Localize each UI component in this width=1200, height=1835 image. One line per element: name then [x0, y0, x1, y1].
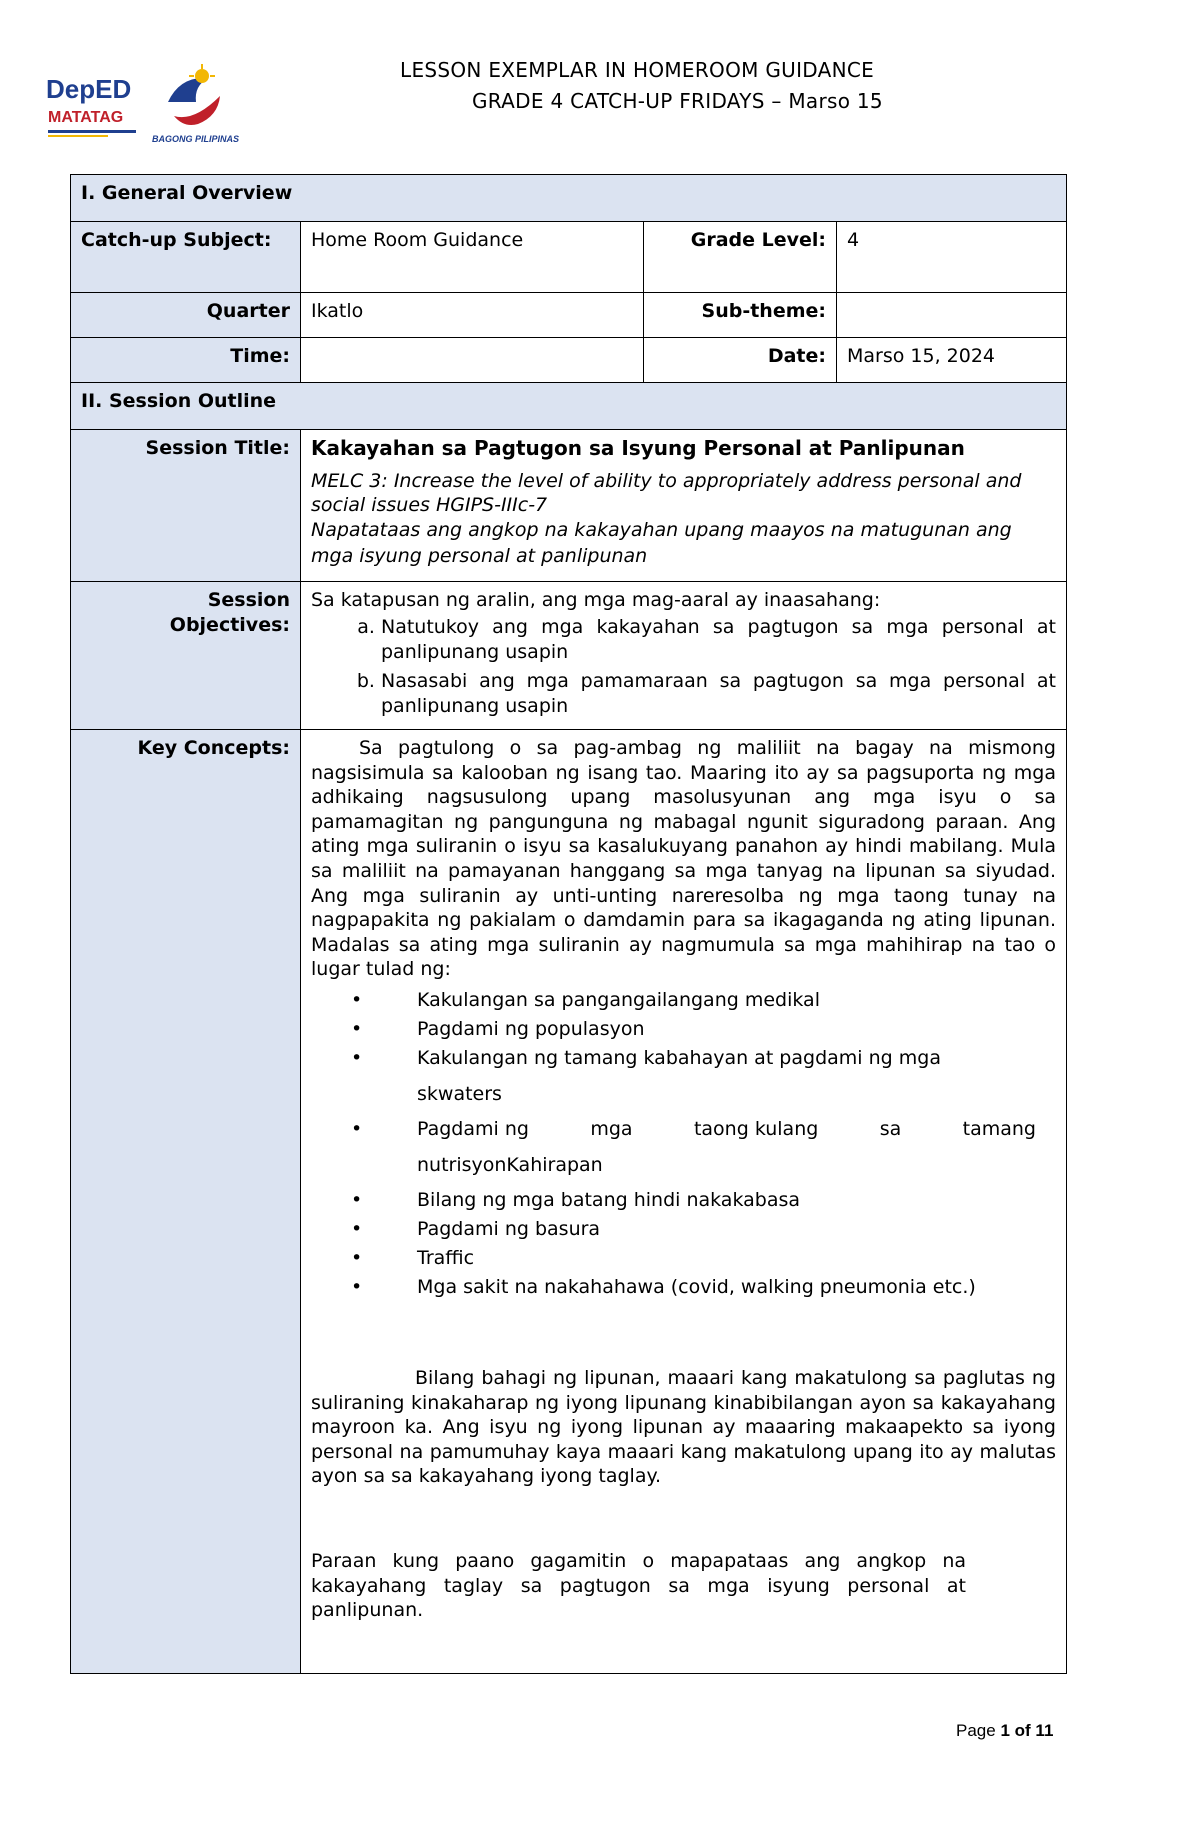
quarter-value: Ikatlo	[301, 293, 644, 338]
bullet-text: Kakulangan sa pangangailangang medikal	[417, 988, 820, 1011]
list-item	[311, 986, 1056, 1015]
session-title-label: Session Title:	[71, 430, 301, 582]
subject-value: Home Room Guidance	[301, 222, 644, 293]
objective-item: b. Nasasabi ang mga pamamaraan sa pagtugon sa mga personal at panlipunang usapin	[381, 669, 1056, 719]
deped-logo-text: DepED	[46, 74, 132, 104]
document-title: LESSON EXEMPLAR IN HOMEROOM GUIDANCE	[400, 58, 875, 82]
document-subtitle: GRADE 4 CATCH-UP FRIDAYS – Marso 15	[472, 89, 883, 113]
general-overview-heading: I. General Overview	[71, 175, 1067, 222]
melc-filipino: Napatataas ang angkop na kakayahan upang maayos na matugunan ang mga isyung personal at panlipunan	[311, 519, 1012, 567]
bullet-text: nutrisyonKahirapan	[417, 1153, 603, 1176]
session-outline-heading: II. Session Outline	[71, 383, 1067, 430]
bullet-icon: •	[351, 1246, 363, 1269]
subtheme-label: Sub-theme:	[644, 293, 837, 338]
time-label: Time:	[71, 338, 301, 383]
list-item	[311, 1015, 1056, 1044]
lesson-table	[70, 174, 1067, 1674]
list-item-continuation	[311, 1144, 1056, 1186]
list-item	[311, 1244, 1056, 1273]
bullet-icon: •	[351, 1188, 363, 1211]
objectives-intro: Sa katapusan ng aralin, ang mga mag-aaral ay inaasahang:	[311, 589, 881, 611]
concepts-paragraph-1: Sa pagtulong o sa pag-ambag ng maliliit na bagay na mismong nagsisimula sa kalooban ng isang tao. Maaring ito ay sa pagsuporta ng mga adhikaing nagsusulong upang masolusyunan ang mga isyu o sa pamamagitan ng pangunguna ng mabagal ngunit siguradong paraan. Ang ating mga suliranin o isyu sa kasalukuyang panahon ay hindi mabilang. Mula sa maliliit na pamayanan hanggang sa mga tanyag na lipunan sa siyudad. Ang mga suliranin ay unti-unting nareresolba ng mga taong tunay na nagpapakita ng pakialam o damdamin para sa ikagaganda ng ating lipunan. Madalas sa ating mga suliranin ay nagmumula sa mga mahihirap na tao o lugar tulad ng:	[311, 737, 1056, 981]
concepts-paragraph-2: Bilang bahagi ng lipunan, maaari kang makatulong sa paglutas ng suliraning kinakaharap ng iyong lipunang kinabibilangan ayon sa kakayahang mayroon ka. Ang isyu ng iyong lipunan ay maaaring makaapekto sa iyong personal na pamumuhay kaya maaari kang makatulong upang ito ay malutas ayon sa sa kakayahang iyong taglay.	[311, 1366, 1056, 1488]
issues-bullet-list	[311, 986, 1056, 1302]
bullet-icon: •	[351, 1275, 363, 1298]
date-label: Date:	[644, 338, 837, 383]
bullet-text: sa	[879, 1117, 902, 1140]
list-item	[311, 1215, 1056, 1244]
list-item-continuation	[311, 1073, 1056, 1115]
bullet-text: Pagdami ng	[417, 1117, 529, 1140]
key-concepts-cell	[301, 730, 1067, 1674]
list-item	[311, 1186, 1056, 1215]
session-objectives-cell	[301, 582, 1067, 730]
time-value	[301, 338, 644, 383]
objectives-list	[311, 615, 1056, 719]
page-word: Page	[956, 1721, 996, 1740]
grade-label: Grade Level:	[644, 222, 837, 293]
bullet-text: Bilang ng mga batang hindi nakakabasa	[417, 1188, 801, 1211]
bullet-text: mga	[590, 1117, 633, 1140]
quarter-row	[71, 293, 1067, 338]
bullet-icon: •	[351, 1046, 363, 1069]
subject-row	[71, 222, 1067, 293]
session-title-value: Kakayahan sa Pagtugon sa Isyung Personal at Panlipunan	[311, 436, 965, 460]
bullet-text: Pagdami ng basura	[417, 1217, 601, 1240]
session-outline-row	[71, 383, 1067, 430]
list-item	[311, 1273, 1056, 1302]
page-current: 1	[1000, 1721, 1010, 1740]
objective-item: a. Natutukoy ang mga kakayahan sa pagtugon sa mga personal at panlipunang usapin	[381, 615, 1056, 665]
list-item	[311, 1115, 1056, 1144]
grade-value: 4	[837, 222, 1067, 293]
subtheme-value	[837, 293, 1067, 338]
bullet-text: tamang	[962, 1117, 1036, 1140]
objectives-label-line1: Session	[207, 589, 290, 611]
key-concepts-label: Key Concepts:	[71, 730, 301, 1674]
deped-matatag-logo	[44, 68, 144, 148]
date-value: Marso 15, 2024	[837, 338, 1067, 383]
key-concepts-row	[71, 730, 1067, 1674]
session-objectives-label	[71, 582, 301, 730]
bullet-icon: •	[351, 988, 363, 1011]
bullet-text: Traffic	[417, 1246, 475, 1269]
page-number	[956, 1721, 1053, 1741]
general-overview-row	[71, 175, 1067, 222]
subject-label: Catch-up Subject:	[71, 222, 301, 293]
melc-english: MELC 3: Increase the level of ability to appropriately address personal and social issues HGIPS-IIIc-7	[311, 470, 1022, 516]
bullet-text: taong kulang	[693, 1117, 819, 1140]
session-objectives-row	[71, 582, 1067, 730]
session-title-row	[71, 430, 1067, 582]
bagong-pilipinas-logo	[150, 62, 242, 150]
time-row	[71, 338, 1067, 383]
page-of-word: of	[1014, 1721, 1031, 1740]
objectives-label-line2: Objectives:	[169, 614, 290, 636]
bullet-text: skwaters	[417, 1082, 502, 1105]
bullet-text: Pagdami ng populasyon	[417, 1017, 645, 1040]
bullet-text-spread	[417, 1115, 1056, 1144]
concepts-paragraph-3: Paraan kung paano gagamitin o mapapataas ang angkop na kakayahang taglay sa pagtugon sa mga isyung personal at panlipunan.	[311, 1549, 966, 1622]
bullet-icon: •	[351, 1217, 363, 1240]
session-title-cell	[301, 430, 1067, 582]
list-item	[311, 1044, 1056, 1073]
matatag-logo-text: MATATAG	[48, 109, 124, 126]
page-total: 11	[1035, 1721, 1054, 1740]
bullet-text: Mga sakit na nakahahawa (covid, walking pneumonia etc.)	[417, 1275, 976, 1298]
bullet-icon: •	[351, 1117, 363, 1140]
quarter-label: Quarter	[71, 293, 301, 338]
bullet-text: Kakulangan ng tamang kabahayan at pagdami ng mga	[417, 1046, 941, 1069]
bullet-icon: •	[351, 1017, 363, 1040]
bagong-pilipinas-text: BAGONG PILIPINAS	[152, 134, 240, 144]
